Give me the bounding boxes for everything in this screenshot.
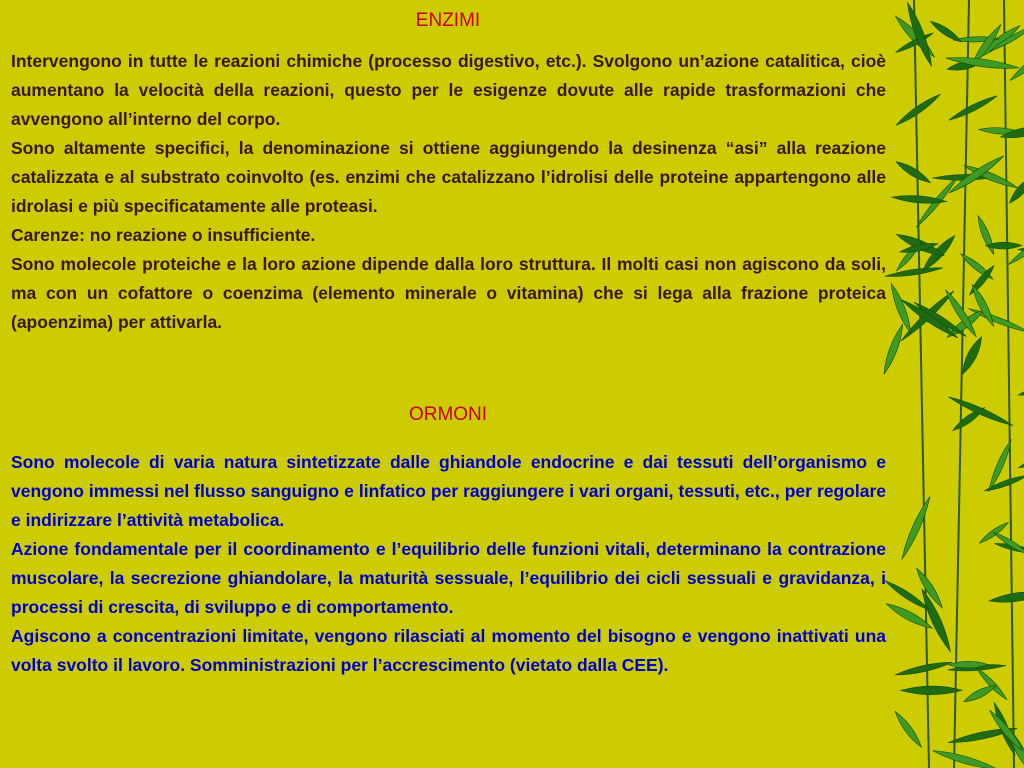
bamboo-leaf [1007, 236, 1024, 267]
bamboo-leaf [894, 91, 942, 128]
bamboo-leaf [947, 93, 998, 123]
bamboo-leaf [967, 306, 1024, 335]
enzimi-paragraph: Sono molecole proteiche e la loro azione dipende dalla loro struttura. Il molti casi non agiscono da soli, ma con un cofattore o coenzima (elemento minerale o vitamina) che si lega alla frazione proteica (apoenzima) per attivarla. [11, 254, 886, 332]
enzimi-paragraph: Intervengono in tutte le reazioni chimiche (processo digestivo, etc.). Svolgono un’azione catalitica, cioè aumentano la velocità della reazioni, questo per le esigenze dovute alle rapide trasformazioni che avvengono all’interno del corpo. [11, 51, 886, 129]
ormoni-text-block [11, 448, 886, 680]
bamboo-leaf [932, 747, 999, 768]
bamboo-leaf [901, 686, 963, 695]
ormoni-paragraph: Sono molecole di varia natura sintetizzate dalle ghiandole endocrine e dai tessuti dell’organismo e vengono immessi nel flusso sanguigno e linfatico per raggiungere i vari organi, tessuti, etc., per regolare e indirizzare l’attività metabolica. [11, 452, 886, 530]
enzimi-paragraph: Sono altamente specifici, la denominazione si ottiene aggiungendo la desinenza “asi” alla reazione catalizzata e al substrato coinvolto (es. enzimi che catalizzano l’idrolisi delle proteine appartengono alle idrolasi e più specificatamente alle proteasi. [11, 138, 886, 216]
bamboo-leaf [899, 495, 934, 561]
ormoni-paragraph: Azione fondamentale per il coordinamento e l’equilibrio delle funzioni vitali, determinano la contrazione muscolare, la secrezione ghiandolare, la maturità sessuale, l’equilibrio dei cicli sessuali e gravidanza, i processi di crescita, di sviluppo e di comportamento. [11, 539, 886, 617]
bamboo-leaf [1017, 446, 1024, 472]
bamboo-leaf [894, 159, 932, 186]
bamboo-leaf [892, 709, 924, 749]
enzimi-text-block [11, 47, 886, 337]
bamboo-stalk [1004, 0, 1014, 768]
enzimi-heading: ENZIMI [415, 10, 481, 31]
bamboo-leaf [975, 214, 997, 255]
bamboo-leaf [983, 473, 1024, 493]
bamboo-leaf [1018, 383, 1024, 398]
bamboo-leaves-decoration [874, 0, 1024, 768]
bamboo-leaf [947, 394, 1014, 429]
ormoni-heading: ORMONI [408, 404, 488, 425]
bamboo-leaf [894, 659, 953, 678]
enzimi-paragraph: Carenze: no reazione o insufficiente. [11, 225, 316, 245]
bamboo-leaf [947, 153, 1006, 196]
ormoni-paragraph: Agiscono a concentrazioni limitate, vengono rilasciati al momento del bisogno e vengono inattivati una volta svolto il lavoro. Somministrazioni per l’accrescimento (vietato dalla CEE). [11, 626, 886, 675]
bamboo-leaf [1007, 174, 1024, 206]
bamboo-leaf [989, 589, 1024, 605]
bamboo-leaf [928, 18, 963, 44]
bamboo-leaf [885, 265, 944, 279]
bamboo-leaf [1008, 46, 1024, 83]
